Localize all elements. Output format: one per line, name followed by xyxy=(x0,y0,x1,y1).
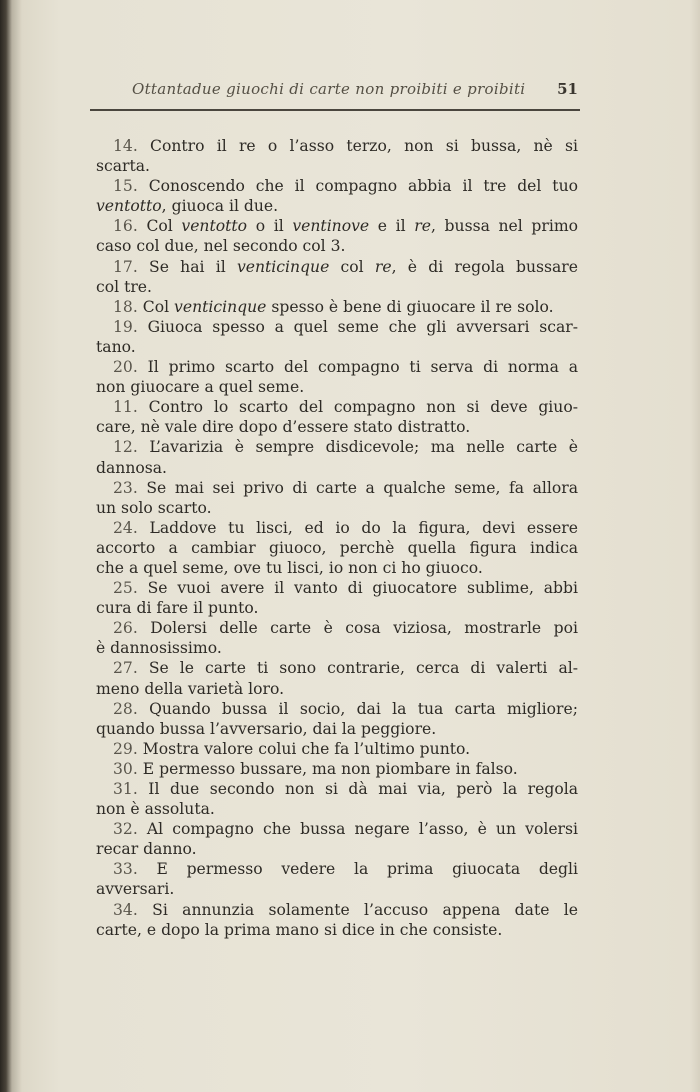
rule-number: 27. xyxy=(113,659,138,678)
text-segment: , bussa nel primo xyxy=(430,217,578,236)
rule-number: 20. xyxy=(113,358,138,377)
rule-number: 23. xyxy=(113,478,138,497)
text-line xyxy=(96,417,578,437)
text-segment: Il due secondo non si dà mai via, però la regola xyxy=(137,780,578,798)
text-segment: o il xyxy=(247,217,293,236)
text-segment: care, nè vale dire dopo d’essere stato distratto. xyxy=(96,418,471,437)
text-segment: tano. xyxy=(96,337,136,356)
rule-number: 12. xyxy=(113,438,138,457)
text-segment: che a quel seme, ove tu lisci, io non ci ho giuoco. xyxy=(96,558,483,577)
text-line xyxy=(96,819,578,839)
text-line xyxy=(96,236,578,256)
text-line xyxy=(96,317,578,337)
text-line xyxy=(96,638,578,658)
text-line xyxy=(96,136,578,156)
text-segment: Giuoca spesso a quel seme che gli avversari scar- xyxy=(137,317,578,336)
text-segment: quando bussa l’avversario, dai la peggiore. xyxy=(96,719,437,738)
text-line xyxy=(96,337,578,357)
text-line xyxy=(96,779,578,799)
text-segment: carte, e dopo la prima mano si dice in che consiste. xyxy=(96,920,503,939)
text-line xyxy=(96,879,578,899)
text-segment: Se le carte ti sono contrarie, cerca di valerti al- xyxy=(137,659,578,678)
text-segment: dannosa. xyxy=(96,458,168,477)
header-rule xyxy=(90,109,580,111)
italic-term: ventinove xyxy=(292,217,370,236)
text-segment: , giuoca il due. xyxy=(161,197,279,216)
text-segment: Laddove tu lisci, ed io do la figura, devi essere xyxy=(137,518,578,537)
italic-term: ventotto xyxy=(181,217,248,236)
text-segment: recar danno. xyxy=(96,840,197,859)
text-segment: e il xyxy=(369,217,415,236)
text-line xyxy=(96,859,578,879)
page-number: 51 xyxy=(557,80,578,98)
italic-term: re xyxy=(374,257,392,276)
text-line xyxy=(96,598,578,618)
rule-number: 30. xyxy=(113,759,138,778)
text-segment: scarta. xyxy=(96,157,151,176)
rule-number: 33. xyxy=(113,860,138,879)
text-segment: Quando bussa il socio, dai la tua carta migliore; xyxy=(137,699,578,718)
text-line xyxy=(96,719,578,739)
text-line xyxy=(96,277,578,297)
text-segment: E permesso vedere la prima giuocata degli xyxy=(137,860,578,879)
text-segment: Se hai il xyxy=(137,257,237,276)
text-segment: Col xyxy=(137,297,175,316)
text-line xyxy=(96,357,578,377)
text-line xyxy=(96,257,578,277)
running-title: Ottantadue giuochi di carte non proibiti e proibiti xyxy=(132,80,526,98)
text-line xyxy=(96,900,578,920)
text-line xyxy=(96,196,578,216)
italic-term: venticinque xyxy=(236,257,330,276)
text-line xyxy=(96,458,578,478)
text-line xyxy=(96,176,578,196)
text-segment: Se vuoi avere il vanto di giuocatore sublime, abbi xyxy=(137,579,578,598)
text-segment: meno della varietà loro. xyxy=(96,679,285,698)
italic-term: venticinque xyxy=(174,297,267,316)
text-segment: Conoscendo che il compagno abbia il tre del tuo xyxy=(137,177,578,196)
rule-number: 32. xyxy=(113,820,138,839)
text-segment: caso col due, nel secondo col 3. xyxy=(96,237,346,256)
text-segment: Si annunzia solamente l’accuso appena date le xyxy=(137,900,578,919)
text-segment: un solo scarto. xyxy=(96,498,212,517)
rule-number: 28. xyxy=(113,699,138,718)
text-segment: Mostra valore colui che fa l’ultimo punto. xyxy=(137,739,471,758)
text-line xyxy=(96,558,578,578)
text-line xyxy=(96,799,578,819)
text-line xyxy=(96,578,578,598)
rule-number: 34. xyxy=(113,900,138,919)
text-segment: non giuocare a quel seme. xyxy=(96,378,305,397)
rule-number: 26. xyxy=(113,619,138,638)
text-segment: col tre. xyxy=(96,277,152,296)
page-body xyxy=(96,136,578,940)
text-line xyxy=(96,759,578,779)
rule-number: 15. xyxy=(113,177,138,196)
rule-number: 14. xyxy=(113,137,138,155)
text-line xyxy=(96,216,578,236)
text-segment: Contro lo scarto del compagno non si deve giuo- xyxy=(137,398,578,417)
text-segment: avversari. xyxy=(96,880,175,899)
italic-term: ventotto xyxy=(96,197,162,216)
text-segment: spesso è bene di giuocare il re solo. xyxy=(266,297,554,316)
text-line xyxy=(96,538,578,558)
text-line xyxy=(96,679,578,699)
rule-number: 11. xyxy=(113,398,138,417)
italic-term: re xyxy=(414,217,431,236)
text-line xyxy=(96,478,578,498)
text-segment: cura di fare il punto. xyxy=(96,599,259,618)
text-segment: Col xyxy=(137,217,182,236)
text-segment: E permesso bussare, ma non piombare in falso. xyxy=(137,759,518,778)
text-line xyxy=(96,839,578,859)
rule-number: 17. xyxy=(113,257,138,276)
rule-number: 18. xyxy=(113,297,138,316)
text-segment: Al compagno che bussa negare l’asso, è un volersi xyxy=(137,820,578,839)
text-line xyxy=(96,377,578,397)
text-segment: , è di regola bussare xyxy=(391,257,578,276)
rule-number: 31. xyxy=(113,780,138,798)
text-segment: Contro il re o l’asso terzo, non si bussa, nè si xyxy=(137,137,578,155)
text-segment: Se mai sei privo di carte a qualche seme, fa allora xyxy=(137,478,578,497)
text-segment: accorto a cambiar giuoco, perchè quella figura indica xyxy=(96,538,578,557)
text-line xyxy=(96,618,578,638)
text-line xyxy=(96,739,578,759)
rule-number: 24. xyxy=(113,518,138,537)
rule-number: 16. xyxy=(113,217,138,236)
text-line xyxy=(96,658,578,678)
text-segment: col xyxy=(329,257,375,276)
text-line xyxy=(96,518,578,538)
rule-number: 29. xyxy=(113,739,138,758)
rule-number: 25. xyxy=(113,579,138,598)
text-line xyxy=(96,156,578,176)
text-line xyxy=(96,297,578,317)
text-segment: L’avarizia è sempre disdicevole; ma nelle carte è xyxy=(137,438,578,457)
text-segment: Il primo scarto del compagno ti serva di norma a xyxy=(137,358,578,377)
text-segment: è dannosissimo. xyxy=(96,639,222,658)
text-line xyxy=(96,920,578,940)
text-segment: non è assoluta. xyxy=(96,800,215,819)
text-line xyxy=(96,397,578,417)
text-line xyxy=(96,498,578,518)
text-line xyxy=(96,437,578,457)
running-header xyxy=(96,80,580,102)
text-segment: Dolersi delle carte è cosa viziosa, mostrarle poi xyxy=(137,619,578,638)
text-line xyxy=(96,699,578,719)
rule-number: 19. xyxy=(113,317,138,336)
